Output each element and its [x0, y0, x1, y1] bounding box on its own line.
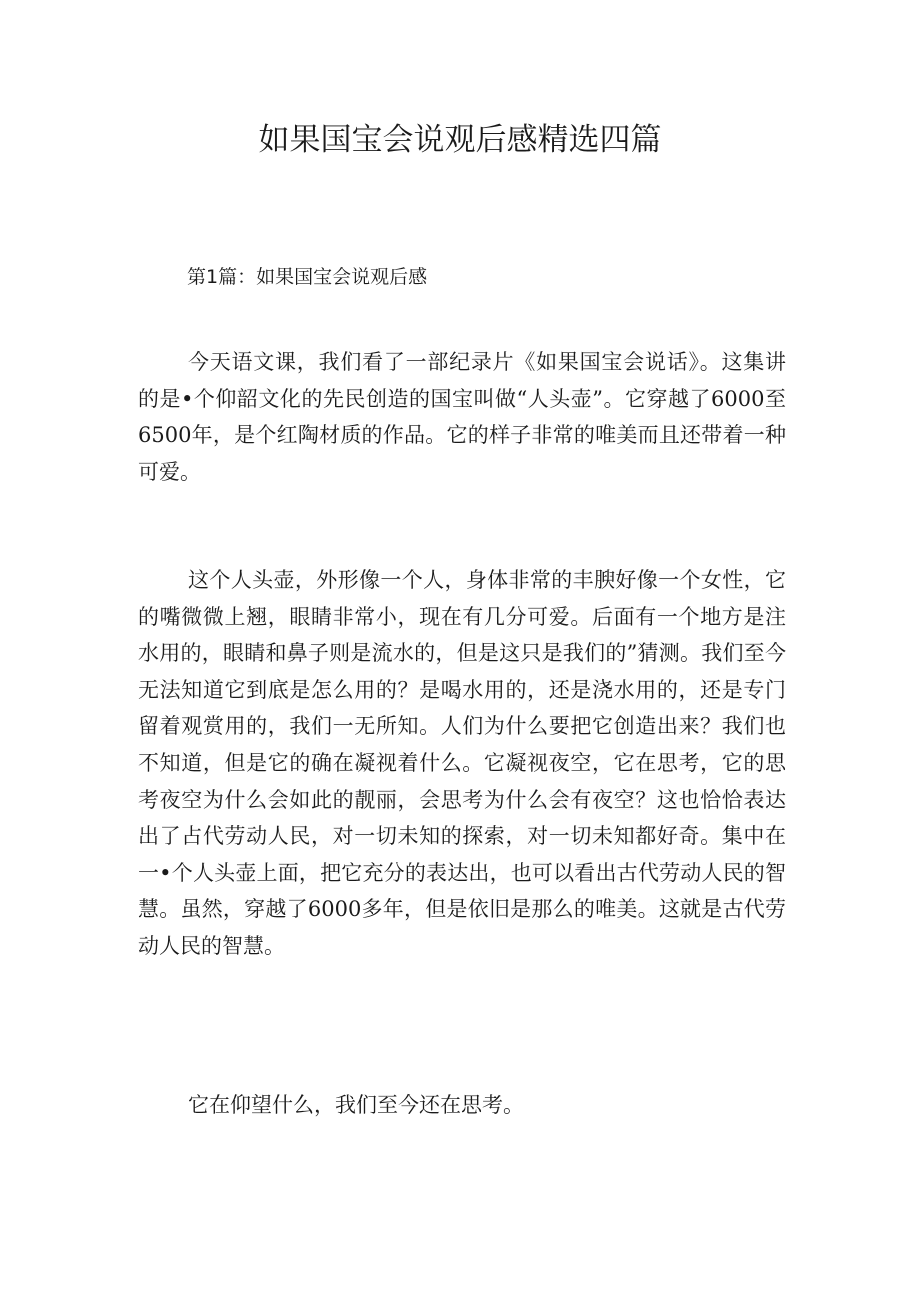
paragraph-intro: 今天语文课，我们看了一部纪录片《如果国宝会说话》。这集讲的是•个仰韶文化的先民创造的国宝叫做“人头壶”。它穿越了6000至6500年，是个红陶材质的作品。它的样子非常的唯美而且还带着一种可爱。	[138, 350, 786, 484]
paragraph-description: 这个人头壶，外形像一个人，身体非常的丰腴好像一个女性，它的嘴微微上翘，眼睛非常小，现在有几分可爱。后面有一个地方是注水用的，眼睛和鼻子则是流水的，但是这只是我们的”猜测。我们至今无法知道它到底是怎么用的？是喝水用的，还是浇水用的，还是专门留着观赏用的，我们一无所知。人们为什么要把它创造出来？我们也不知道，但是它的确在凝视着什么。它凝视夜空，它在思考，它的思考夜空为什么会如此的靓丽，会思考为什么会有夜空？这也恰恰表达出了占代劳动人民，对一切未知的探索，对一切未知都好奇。集中在一•个人头壶上面，把它充分的表达出，也可以看出古代劳动人民的智慧。虽然，穿越了6000多年，但是依旧是那么的唯美。这就是古代劳动人民的智慧。	[138, 568, 786, 958]
section-heading: 第1篇：如果国宝会说观后感	[187, 266, 428, 288]
paragraph-closing: 它在仰望什么，我们至今还在思考。	[188, 1093, 524, 1117]
page-title: 如果国宝会说观后感精选四篇	[258, 122, 662, 158]
